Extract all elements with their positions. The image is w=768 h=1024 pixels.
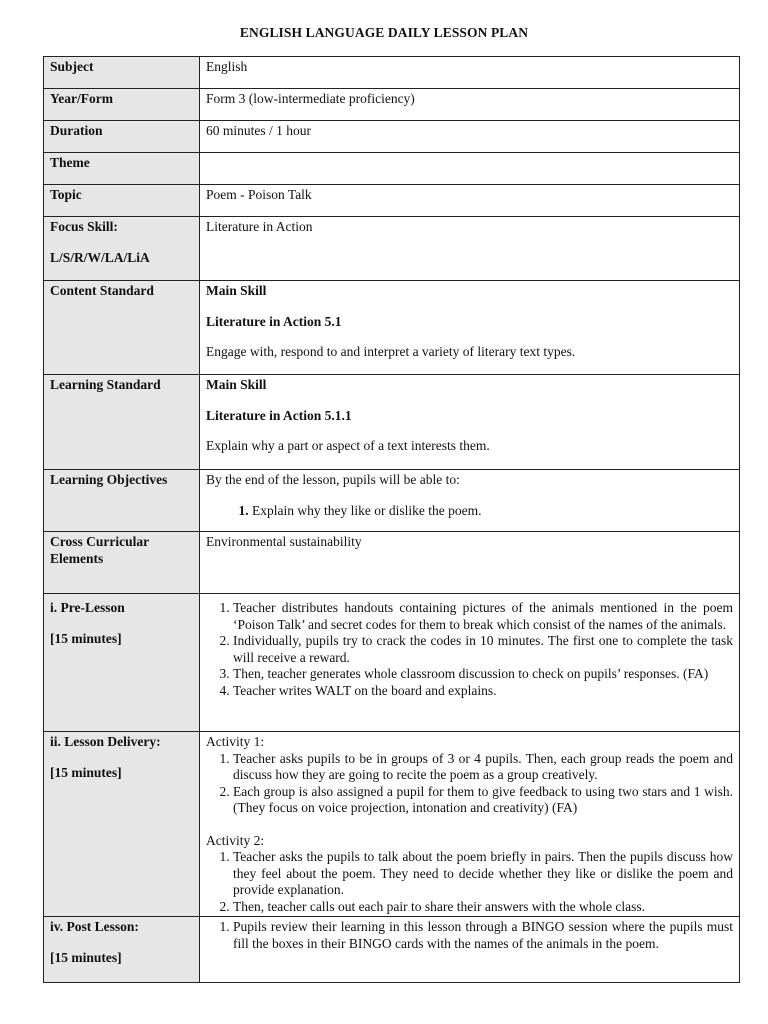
learning-standard-text: Explain why a part or aspect of a text interests them. [206, 438, 490, 453]
lesson-delivery-title: ii. Lesson Delivery: [50, 734, 161, 749]
pre-lesson-list [206, 600, 733, 699]
year-value: Form 3 (low-intermediate proficiency) [200, 89, 740, 121]
pre-lesson-step: 3. Then, teacher generates whole classroom discussion to check on pupils’ responses. (FA) [233, 666, 733, 683]
row-subject [44, 57, 740, 89]
activity-2-step: 1. Teacher asks the pupils to talk about the poem briefly in pairs. Then the pupils discuss how they feel about the poem. They need to decide whether they like or dislike the poem and provide explanation. [233, 849, 733, 899]
post-lesson-steps [200, 917, 740, 983]
cross-curricular-label [44, 532, 200, 594]
focus-skill-label [44, 217, 200, 281]
focus-skill-label-line2: L/S/R/W/LA/LiA [50, 249, 150, 265]
pre-lesson-title: i. Pre-Lesson [50, 600, 125, 615]
focus-skill-label-line1: Focus Skill: [50, 219, 118, 234]
activity-1-list [206, 751, 733, 817]
activity-1-title: Activity 1: [206, 734, 265, 749]
lesson-delivery-time: [15 minutes] [50, 764, 122, 780]
learning-objectives-label: Learning Objectives [44, 470, 200, 532]
row-pre-lesson [44, 594, 740, 732]
row-focus-skill [44, 217, 740, 281]
objectives-list [206, 503, 733, 520]
duration-label: Duration [44, 121, 200, 153]
learning-standard-value [200, 375, 740, 470]
pre-lesson-time: [15 minutes] [50, 630, 122, 646]
cross-label-line2: Elements [50, 550, 104, 566]
year-label: Year/Form [44, 89, 200, 121]
objective-item: 1. Explain why they like or dislike the poem. [252, 503, 733, 520]
row-topic [44, 185, 740, 217]
focus-skill-value: Literature in Action [200, 217, 740, 281]
theme-value [200, 153, 740, 185]
post-lesson-title: iv. Post Lesson: [50, 919, 139, 934]
pre-lesson-step: 1. Teacher distributes handouts containing pictures of the animals mentioned in the poem ‘Poison Talk’ and secret codes for them to break which consist of the names of the animals. [233, 600, 733, 633]
pre-lesson-steps [200, 594, 740, 732]
content-standard-text: Engage with, respond to and interpret a variety of literary text types. [206, 344, 576, 359]
duration-value: 60 minutes / 1 hour [200, 121, 740, 153]
activity-2-list [206, 849, 733, 915]
cross-label-line1: Cross Curricular [50, 534, 150, 549]
row-content-standard [44, 281, 740, 375]
row-cross-curricular [44, 532, 740, 594]
lesson-plan-table [43, 56, 740, 983]
objectives-intro: By the end of the lesson, pupils will be able to: [206, 472, 460, 487]
row-year [44, 89, 740, 121]
row-duration [44, 121, 740, 153]
row-theme [44, 153, 740, 185]
activity-1-step: 2. Each group is also assigned a pupil for them to give feedback to using two stars and 1 wish. (They focus on voice projection, intonation and creativity) (FA) [233, 784, 733, 817]
learning-standard-code: Literature in Action 5.1.1 [206, 407, 352, 423]
topic-value: Poem - Poison Talk [200, 185, 740, 217]
lesson-delivery-label [44, 732, 200, 917]
lesson-delivery-steps [200, 732, 740, 917]
row-learning-standard [44, 375, 740, 470]
activity-2-step: 2. Then, teacher calls out each pair to share their answers with the whole class. [233, 899, 733, 916]
row-post-lesson [44, 917, 740, 983]
subject-value: English [200, 57, 740, 89]
post-lesson-step: 1. Pupils review their learning in this lesson through a BINGO session where the pupils must fill the boxes in their BINGO cards with the names of the animals in the poem. [233, 919, 733, 952]
pre-lesson-step: 4. Teacher writes WALT on the board and explains. [233, 683, 733, 700]
learning-standard-label: Learning Standard [44, 375, 200, 470]
document-title: ENGLISH LANGUAGE DAILY LESSON PLAN [239, 25, 529, 40]
cross-curricular-value: Environmental sustainability [200, 532, 740, 594]
activity-2-title: Activity 2: [206, 832, 265, 848]
subject-label: Subject [44, 57, 200, 89]
pre-lesson-label [44, 594, 200, 732]
content-standard-heading: Main Skill [206, 283, 267, 298]
content-standard-value [200, 281, 740, 375]
content-standard-label: Content Standard [44, 281, 200, 375]
activity-1-step: 1. Teacher asks pupils to be in groups of 3 or 4 pupils. Then, each group reads the poem and discuss how they are going to recite the poem as a group creatively. [233, 751, 733, 784]
row-learning-objectives [44, 470, 740, 532]
learning-objectives-value [200, 470, 740, 532]
row-lesson-delivery [44, 732, 740, 917]
content-standard-code: Literature in Action 5.1 [206, 313, 342, 329]
post-lesson-list [206, 919, 733, 952]
post-lesson-time: [15 minutes] [50, 949, 122, 965]
theme-label: Theme [44, 153, 200, 185]
learning-standard-heading: Main Skill [206, 377, 267, 392]
pre-lesson-step: 2. Individually, pupils try to crack the codes in 10 minutes. The first one to complete the task will receive a reward. [233, 633, 733, 666]
topic-label: Topic [44, 185, 200, 217]
post-lesson-label [44, 917, 200, 983]
